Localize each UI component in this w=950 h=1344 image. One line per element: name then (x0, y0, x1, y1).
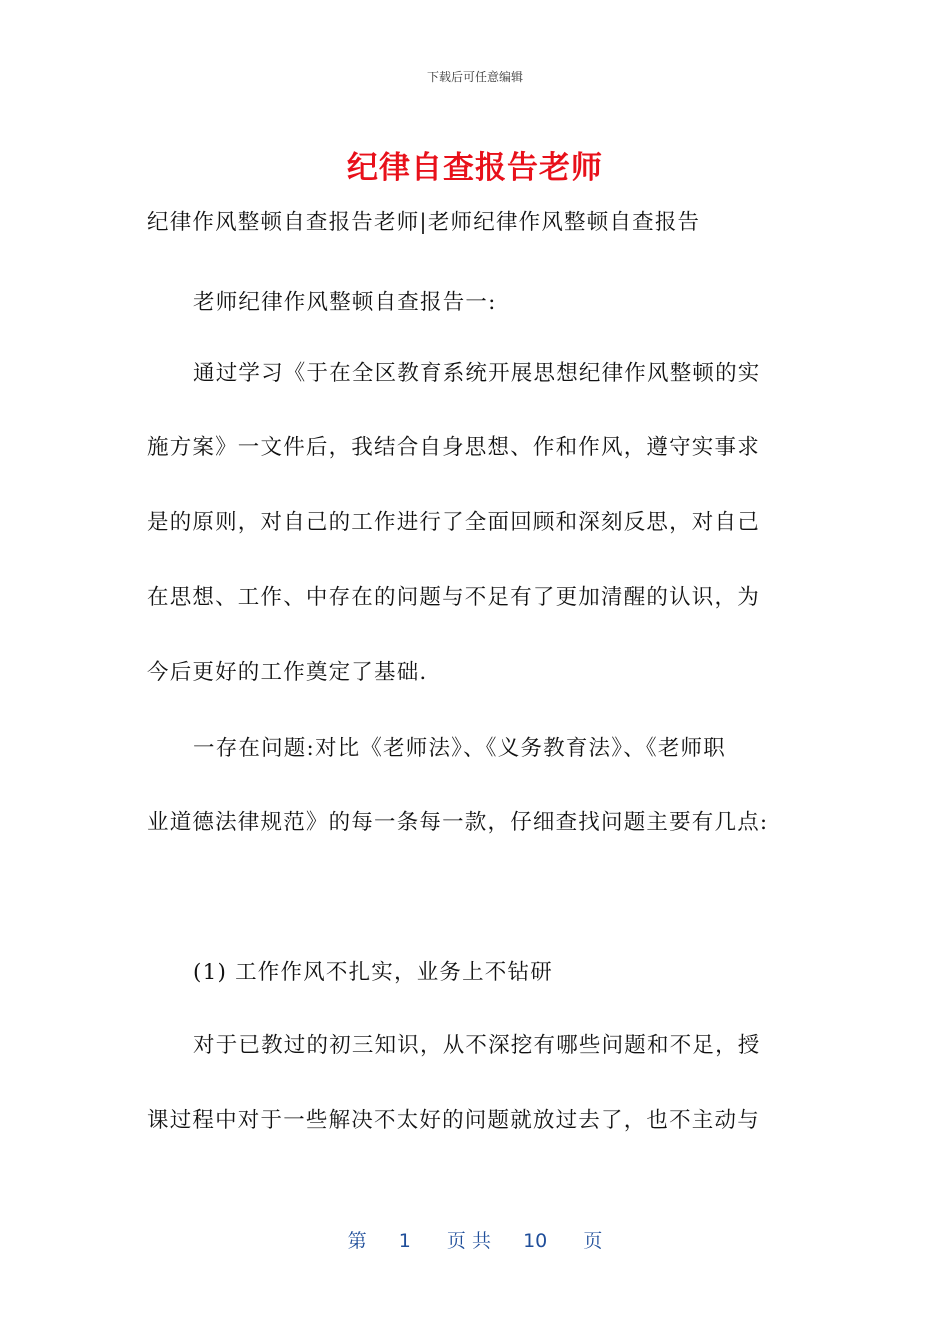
paragraph-line: 通过学习《于在全区教育系统开展思想纪律作风整顿的实 (193, 361, 761, 386)
paragraph-line: 施方案》一文件后，我结合自身思想、作和作风，遵守实事求 (147, 435, 760, 460)
paragraph-line: 在思想、工作、中存在的问题与不足有了更加清醒的认识，为 (147, 585, 760, 610)
paragraph-line: 今后更好的工作奠定了基础. (147, 660, 428, 685)
paragraph-line: 对于已教过的初三知识，从不深挖有哪些问题和不足，授 (193, 1033, 761, 1058)
paragraph-line: 业道德法律规范》的每一条每一款，仔细查找问题主要有几点: (147, 810, 769, 835)
paragraph-line: 老师纪律作风整顿自查报告一: (193, 290, 497, 315)
subtitle-line: 纪律作风整顿自查报告老师|老师纪律作风整顿自查报告 (147, 210, 701, 235)
paragraph-line: 一存在问题:对比《老师法》、《义务教育法》、《老师职 (193, 736, 726, 761)
current-page-number: 1 (398, 1230, 411, 1252)
total-pages-number: 10 (523, 1230, 548, 1252)
paragraph-line: 课过程中对于一些解决不太好的问题就放过去了，也不主动与 (147, 1108, 760, 1133)
section-heading: (1) 工作作风不扎实，业务上不钻研 (193, 960, 553, 985)
footer-prefix: 第 (347, 1230, 367, 1252)
footer-middle: 页 共 (446, 1230, 491, 1252)
page-footer (0, 1226, 950, 1253)
footer-suffix: 页 (583, 1230, 603, 1252)
header-note: 下载后可任意编辑 (426, 70, 523, 84)
document-title: 纪律自查报告老师 (347, 150, 603, 186)
paragraph-line: 是的原则，对自己的工作进行了全面回顾和深刻反思，对自己 (147, 510, 760, 535)
